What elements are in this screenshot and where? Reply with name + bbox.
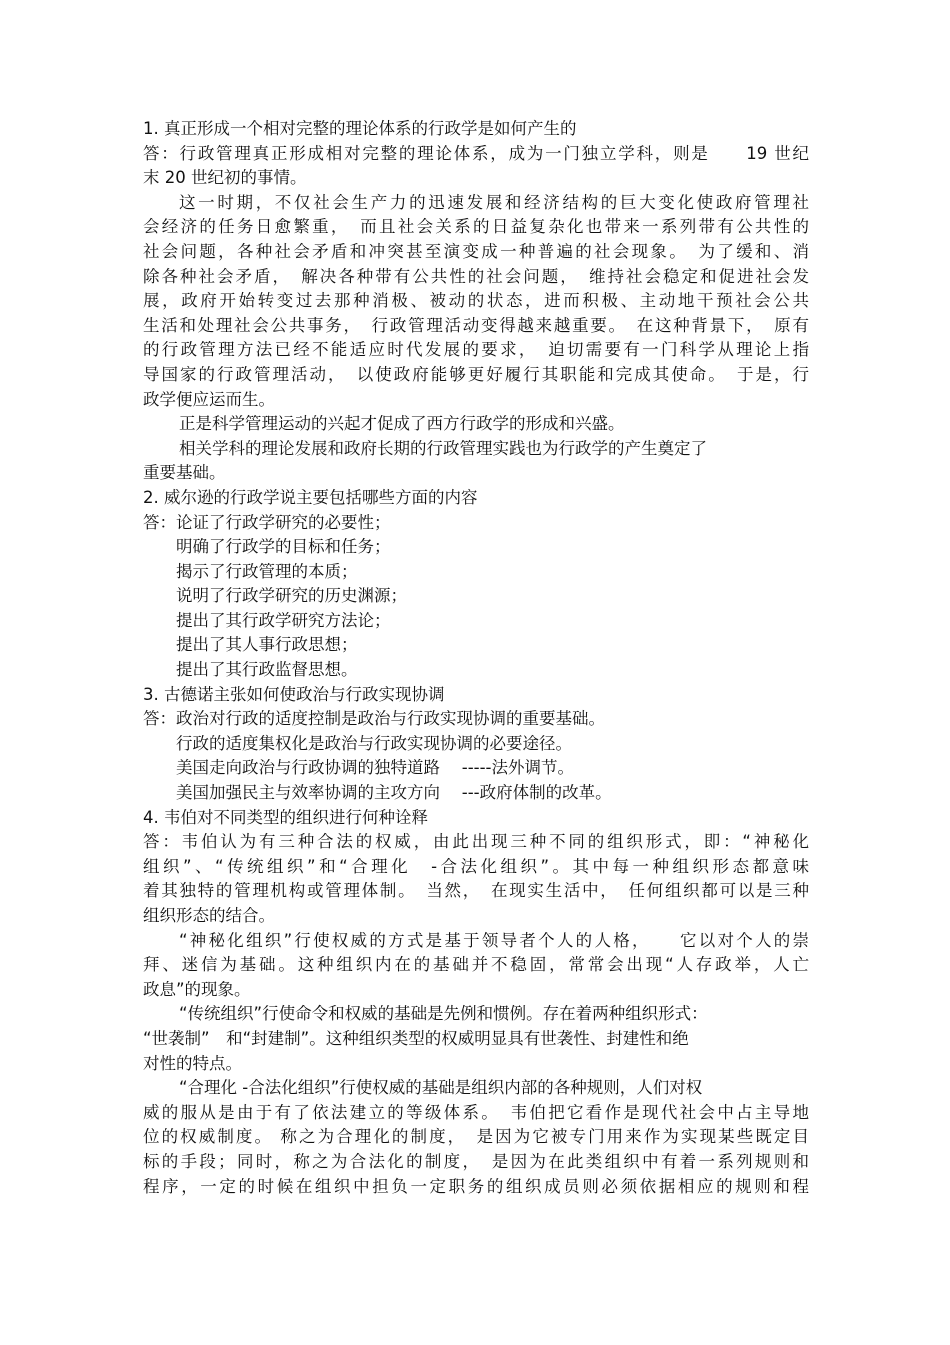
answer-1-line: 社会问题，各种社会矛盾和冲突甚至演变成一种普遍的社会现象。 为了缓和、消 <box>143 241 809 261</box>
answer-1-line: 除各种社会矛盾， 解决各种带有公共性的社会问题， 维持社会稳定和促进社会发 <box>143 266 809 286</box>
answer-2-line: 提出了其行政学研究方法论； <box>176 610 391 630</box>
answer-4-line: 答：韦伯认为有三种合法的权威，由此出现三种不同的组织形式，即：“神秘化 <box>143 832 809 852</box>
answer-2-line: 揭示了行政管理的本质； <box>176 561 358 581</box>
answer-2-line: 明确了行政学的目标和任务； <box>176 537 391 557</box>
answer-4-line: 组织形态的结合。 <box>143 906 275 925</box>
answer-1-line: 这一时期，不仅社会生产力的迅速发展和经济结构的巨大变化使政府管理社 <box>179 192 809 212</box>
question-2-title: 2. 威尔逊的行政学说主要包括哪些方面的内容 <box>143 487 478 507</box>
answer-1-line: 重要基础。 <box>143 463 226 483</box>
answer-4-line: “神秘化组织”行使权威的方式是基于领导者个人的人格， 它以对个人的崇 <box>179 930 809 950</box>
answer-4-line: 对性的特点。 <box>143 1053 242 1073</box>
answer-1-line: 相关学科的理论发展和政府长期的行政管理实践也为行政学的产生奠定了 <box>179 438 707 458</box>
answer-4-line: 拜、迷信为基础。这种组织内在的基础并不稳固，常常会出现“人存政举，人亡 <box>143 955 809 975</box>
answer-2-line: 说明了行政学研究的历史渊源； <box>176 586 407 606</box>
answer-4-line: “合理化 -合法化组织”行使权威的基础是组织内部的各种规则，人们对权 <box>179 1078 703 1098</box>
answer-1-line: 末 20 世纪初的事情。 <box>143 168 307 188</box>
question-1-title: 1. 真正形成一个相对完整的理论体系的行政学是如何产生的 <box>143 119 577 138</box>
answer-1-line: 导国家的行政管理活动， 以使政府能够更好履行其职能和完成其使命。 于是，行 <box>143 364 809 384</box>
answer-4-line: 威的服从是由于有了依法建立的等级体系。 韦伯把它看作是现代社会中占主导地 <box>143 1102 809 1122</box>
answer-3-line: 美国走向政治与行政协调的独特道路 -----法外调节。 <box>176 758 575 778</box>
answer-1-line: 会经济的任务日愈繁重， 而且社会关系的日益复杂化也带来一系列带有公共性的 <box>143 217 809 237</box>
question-3-title: 3. 古德诺主张如何使政治与行政实现协调 <box>143 684 445 704</box>
answer-1-line: 政学便应运而生。 <box>143 389 275 409</box>
answer-1-line: 的行政管理方法已经不能适应时代发展的要求， 迫切需要有一门科学从理论上指 <box>143 340 809 360</box>
answer-1-line: 正是科学管理运动的兴起才促成了西方行政学的形成和兴盛。 <box>179 414 625 434</box>
answer-3-line: 行政的适度集权化是政治与行政实现协调的必要途径。 <box>176 733 572 753</box>
answer-1-line: 展，政府开始转变过去那种消极、被动的状态，进而积极、主动地干预社会公共 <box>143 291 809 311</box>
answer-2-line: 提出了其行政监督思想。 <box>176 660 358 680</box>
document-body <box>143 117 809 1199</box>
question-4-title: 4. 韦伯对不同类型的组织进行何种诠释 <box>143 807 428 827</box>
answer-3-line: 答：政治对行政的适度控制是政治与行政实现协调的重要基础。 <box>143 709 605 729</box>
answer-4-line: 政息”的现象。 <box>143 979 251 999</box>
answer-4-line: 标的手段；同时，称之为合法化的制度， 是因为在此类组织中有着一系列规则和 <box>143 1151 809 1171</box>
answer-4-line: “传统组织”行使命令和权威的基础是先例和惯例。存在着两种组织形式： <box>179 1004 708 1024</box>
answer-4-line: “世袭制” 和“封建制”。这种组织类型的权威明显具有世袭性、封建性和绝 <box>143 1028 689 1048</box>
answer-2-line: 答：论证了行政学研究的必要性； <box>143 512 391 532</box>
answer-2-line: 提出了其人事行政思想； <box>176 635 358 655</box>
answer-3-line: 美国加强民主与效率协调的主攻方向 ---政府体制的改革。 <box>176 783 612 803</box>
answer-4-line: 着其独特的管理机构或管理体制。 当然， 在现实生活中， 任何组织都可以是三种 <box>143 881 809 901</box>
answer-1-line: 答：行政管理真正形成相对完整的理论体系，成为一门独立学科，则是 19 世纪 <box>143 143 809 163</box>
answer-4-line: 程序，一定的时候在组织中担负一定职务的组织成员则必须依据相应的规则和程 <box>143 1176 809 1196</box>
answer-4-line: 组织”、“传统组织”和“合理化 -合法化组织”。其中每一种组织形态都意味 <box>143 856 809 876</box>
answer-1-line: 生活和处理社会公共事务， 行政管理活动变得越来越重要。 在这种背景下， 原有 <box>143 315 809 335</box>
answer-4-line: 位的权威制度。 称之为合理化的制度， 是因为它被专门用来作为实现某些既定目 <box>143 1127 809 1147</box>
